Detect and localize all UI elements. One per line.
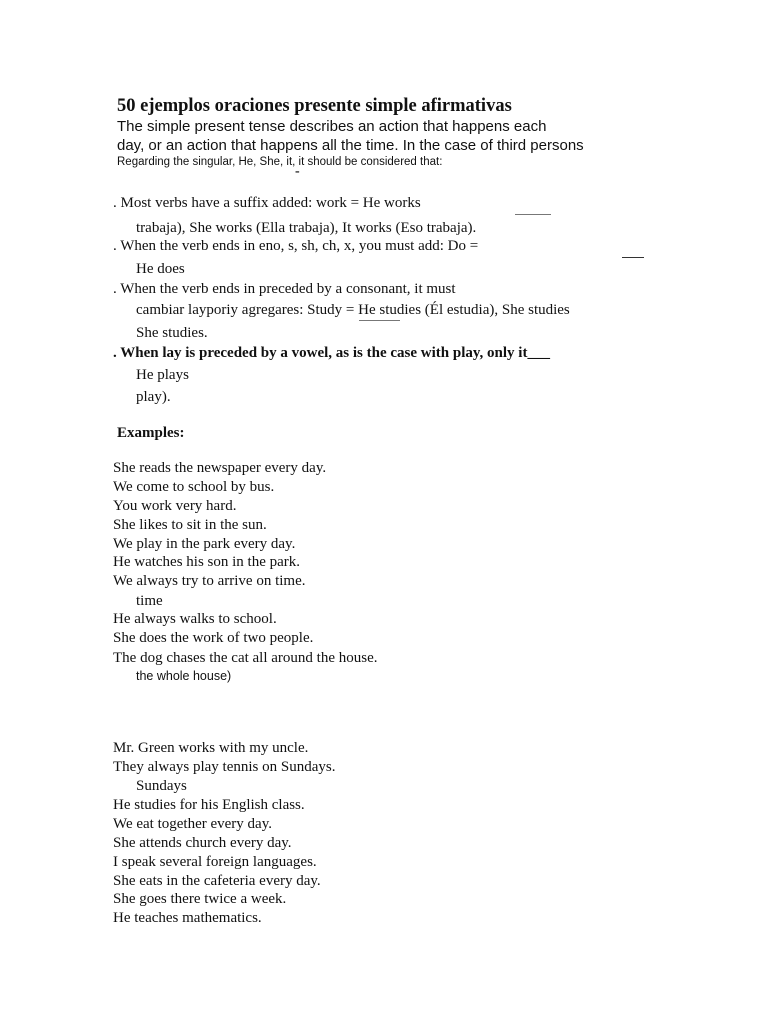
example-line: Sundays [136,778,187,794]
example-line: She does the work of two people. [113,630,314,646]
rule-3-line-1: cambiar layporiy agregares: Study = He studies (Él estudia), She studies [136,302,570,318]
rule-4-lead: . When lay is preceded by a vowel, as is the case with play, only it___ [113,345,550,361]
example-line: Mr. Green works with my uncle. [113,740,309,756]
rule-2-line-1: He does [136,261,185,277]
intro-line-2: day, or an action that happens all the time. In the case of third persons [117,137,584,154]
example-line: time [136,593,163,609]
example-line: He watches his son in the park. [113,554,301,570]
example-line: She attends church every day. [113,835,292,851]
example-line: We eat together every day. [113,816,272,832]
rule-3-line-2: She studies. [136,325,208,341]
rule-2-underline-mark [622,257,644,258]
rule-4-line-2: play). [136,389,171,405]
rule-1-line-1: trabaja), She works (Ella trabaja), It works (Eso trabaja). [136,220,477,236]
example-line: She goes there twice a week. [113,891,287,907]
example-line: We always try to arrive on time. [113,573,306,589]
example-line: He always walks to school. [113,611,277,627]
example-line: They always play tennis on Sundays. [113,759,336,775]
example-line: You work very hard. [113,498,237,514]
stray-dash-mark: - [295,164,300,179]
example-line: We come to school by bus. [113,479,275,495]
rule-1-lead: . Most verbs have a suffix added: work = He works [113,195,421,211]
rule-4-line-1: He plays [136,367,189,383]
example-line: the whole house) [136,669,232,683]
example-line: We play in the park every day. [113,536,296,552]
example-line: The dog chases the cat all around the house. [113,650,378,666]
example-line: He studies for his English class. [113,797,305,813]
rule-3-lead: . When the verb ends in preceded by a consonant, it must [113,281,456,297]
example-line: He teaches mathematics. [113,910,262,926]
document-title: 50 ejemplos oraciones presente simple afirmativas [117,96,512,116]
example-line: She likes to sit in the sun. [113,517,267,533]
rule-3-underline-mark [359,320,400,321]
rule-1-underline-mark [515,214,551,215]
intro-note: Regarding the singular, He, She, it, it should be considered that: [117,156,443,168]
example-line: She eats in the cafeteria every day. [113,873,321,889]
examples-heading: Examples: [117,425,185,441]
rule-2-lead: . When the verb ends in eno, s, sh, ch, x, you must add: Do = [113,238,479,254]
example-line: I speak several foreign languages. [113,854,317,870]
example-line: She reads the newspaper every day. [113,460,327,476]
intro-line-1: The simple present tense describes an action that happens each [117,118,547,135]
